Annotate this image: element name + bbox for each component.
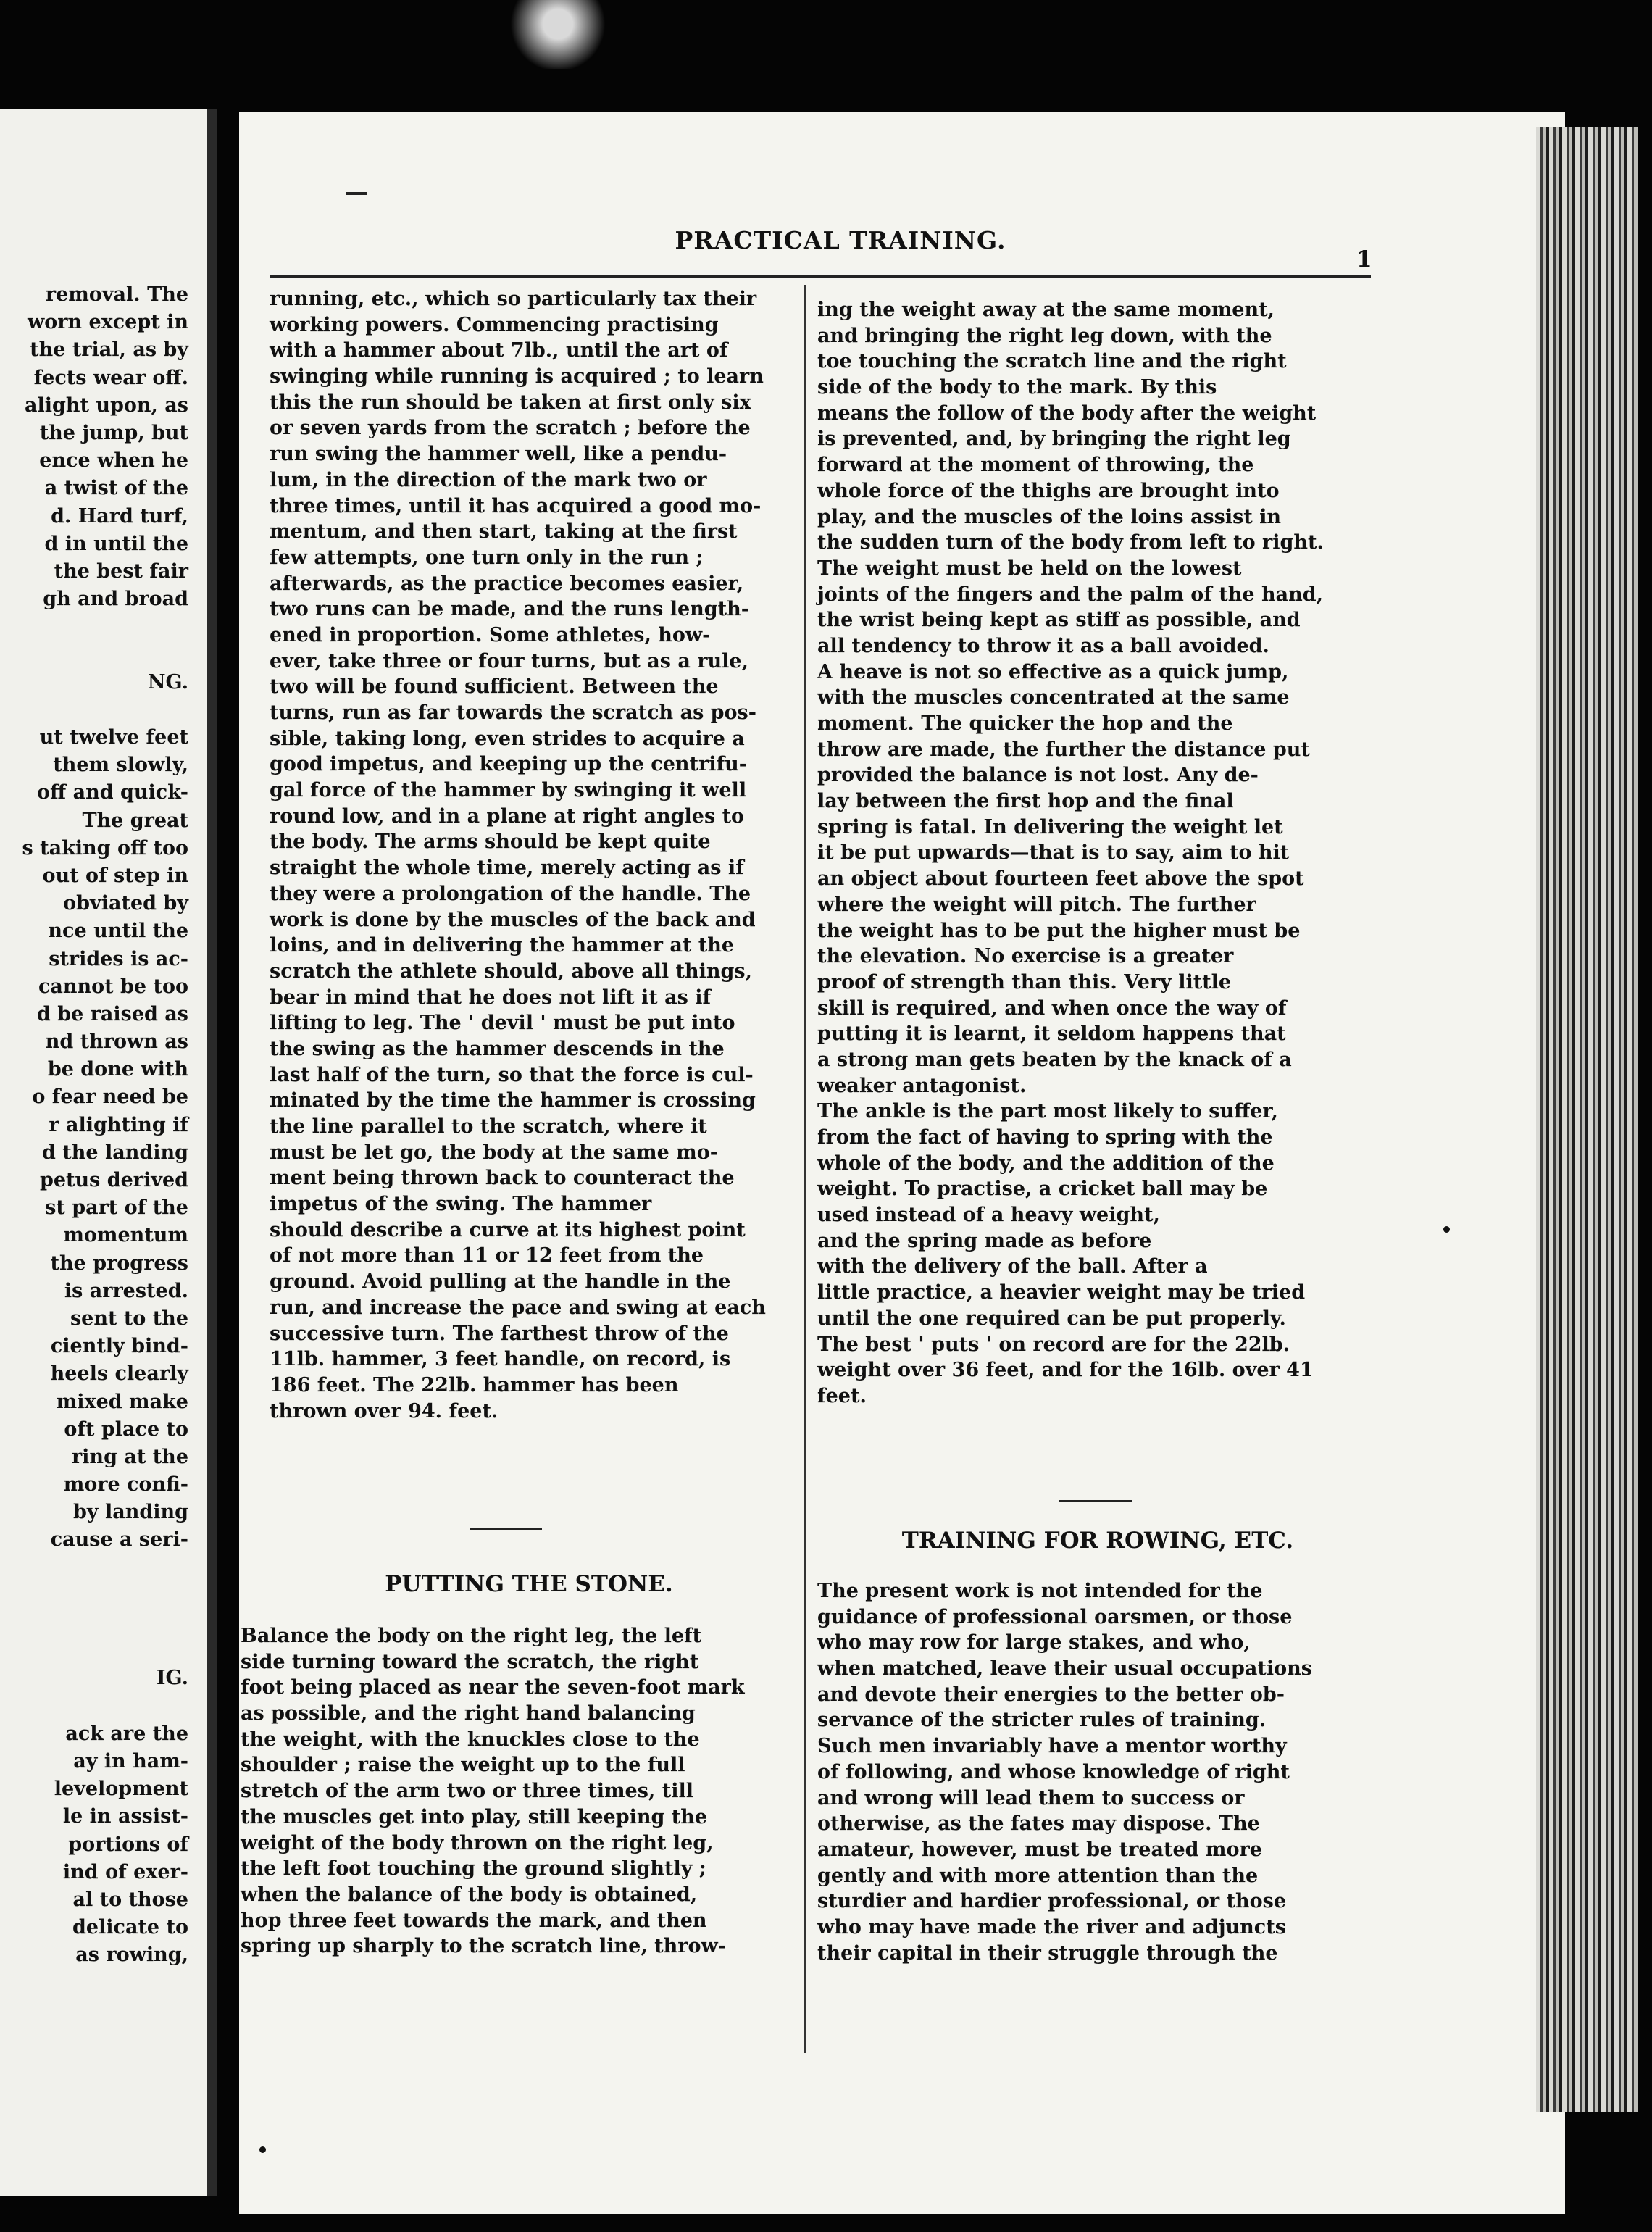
col1-line: good impetus, and keeping up the centrifu- — [270, 753, 747, 776]
left-page-line: le in assist- — [62, 1805, 188, 1828]
left-page-line: mixed make — [56, 1390, 188, 1413]
left-page-line: d. Hard turf, — [51, 504, 188, 528]
col2-line: from the fact of having to spring with the — [817, 1126, 1273, 1149]
col2-line: The ankle is the part most likely to suffer, — [817, 1100, 1279, 1123]
col1-line: sible, taking long, even strides to acquire a — [270, 727, 745, 750]
col2-line: The best ' puts ' on record are for the 22lb. — [817, 1333, 1290, 1356]
left-page-line: be done with — [47, 1058, 188, 1081]
left-page-text — [0, 281, 188, 1969]
column-divider — [804, 285, 806, 2053]
col1b-line: as possible, and the right hand balancing — [241, 1702, 696, 1725]
header-dash — [346, 192, 367, 195]
col2-line: a strong man gets beaten by the knack of a — [817, 1048, 1292, 1071]
left-page-line: ring at the — [71, 1445, 188, 1468]
col1b-line: side turning toward the scratch, the right — [241, 1650, 699, 1673]
col2-line: The weight must be held on the lowest — [817, 557, 1242, 580]
left-page-line: sent to the — [70, 1307, 188, 1330]
left-page-line: off and quick- — [37, 781, 188, 804]
left-page-line: fects wear off. — [33, 366, 188, 389]
left-page-line: r alighting if — [49, 1113, 188, 1136]
left-page-line: ciently bind- — [50, 1335, 188, 1358]
ink-spot — [259, 2146, 266, 2153]
col2-line: the weight has to be put the higher must be — [817, 919, 1301, 942]
col1b-line: when the balance of the body is obtained, — [241, 1883, 698, 1906]
col1-line: three times, until it has acquired a good mo- — [270, 494, 762, 517]
col1-line: thrown over 94. feet. — [270, 1399, 498, 1423]
col1-line: two runs can be made, and the runs length- — [270, 598, 749, 621]
page-stack-edge — [1536, 127, 1638, 2112]
left-page-line — [0, 1610, 188, 1637]
col1-line: gal force of the hammer by swinging it well — [270, 779, 747, 802]
left-page-line: the progress — [50, 1252, 188, 1275]
left-page-line: strides is ac- — [49, 947, 188, 970]
left-page-line — [0, 1582, 188, 1610]
col2-line: all tendency to throw it as a ball avoided. — [817, 634, 1269, 657]
col1-line: ever, take three or four turns, but as a rule, — [270, 649, 748, 672]
col1-line: or seven yards from the scratch ; before the — [270, 417, 751, 440]
col1-line: of not more than 11 or 12 feet from the — [270, 1244, 704, 1267]
col1-line: last half of the turn, so that the force is cul- — [270, 1063, 754, 1086]
col2-line: spring is fatal. In delivering the weight let — [817, 815, 1283, 838]
col1b-line: Balance the body on the right leg, the left — [241, 1625, 702, 1647]
left-page-line: petus derived — [39, 1169, 188, 1191]
left-page-line: the trial, as by — [30, 338, 188, 362]
col1-line: work is done by the muscles of the back and — [270, 908, 756, 931]
left-page-line: the best fair — [54, 559, 188, 583]
left-page-line: worn except in — [27, 311, 188, 334]
left-page-line: nd thrown as — [45, 1030, 188, 1054]
col1-line: ment being thrown back to counteract the — [270, 1167, 735, 1190]
col2-line: moment. The quicker the hop and the — [817, 712, 1233, 735]
col2-line: throw are made, the further the distance put — [817, 738, 1310, 761]
column-right-text — [817, 297, 1368, 1409]
col1-line: bear in mind that he does not lift it as if — [270, 986, 712, 1009]
heading-training-for-rowing: TRAINING FOR ROWING, ETC. — [901, 1528, 1294, 1554]
column-right-text-b — [817, 1578, 1368, 1966]
col1-line: 186 feet. The 22lb. hammer has been — [270, 1373, 679, 1396]
col2b-line: otherwise, as the fates may dispose. The — [817, 1812, 1260, 1836]
left-page-line: IG. — [156, 1667, 188, 1690]
col2b-line: who may have made the river and adjuncts — [817, 1915, 1286, 1939]
col2b-line: when matched, leave their usual occupations — [817, 1657, 1312, 1681]
left-page-line: cause a seri- — [50, 1528, 188, 1552]
col2-line: putting it is learnt, it seldom happens that — [817, 1023, 1286, 1046]
left-page-line: st part of the — [45, 1196, 188, 1220]
col2b-line: their capital in their struggle through the — [817, 1941, 1278, 1965]
ink-spot — [1443, 1226, 1450, 1233]
left-page-line: levelopment — [54, 1778, 188, 1801]
col1-line: afterwards, as the practice becomes easier, — [270, 572, 744, 595]
col1-line: minated by the time the hammer is crossing — [270, 1089, 756, 1112]
left-page-line: al to those — [72, 1888, 188, 1911]
left-page-line: is arrested. — [64, 1279, 188, 1302]
col1-line: loins, and in delivering the hammer at the — [270, 934, 735, 957]
col1-line: lum, in the direction of the mark two or — [270, 468, 707, 491]
running-head: PRACTICAL TRAINING. — [675, 226, 1006, 254]
col2-line: the elevation. No exercise is a greater — [817, 945, 1234, 968]
col2b-line: servance of the stricter rules of training. — [817, 1709, 1267, 1732]
col1-line: ened in proportion. Some athletes, how- — [270, 623, 711, 646]
left-page-line: the jump, but — [39, 421, 188, 444]
col2-line: whole force of the thighs are brought into — [817, 479, 1280, 502]
section-rule — [470, 1528, 542, 1530]
col2-line: with the delivery of the ball. After a — [817, 1255, 1208, 1278]
col2b-line: Such men invariably have a mentor worthy — [817, 1735, 1287, 1758]
col2-line: weight. To practise, a cricket ball may be — [817, 1178, 1268, 1201]
left-page-line: ence when he — [39, 449, 188, 472]
header-rule — [270, 275, 1371, 278]
col2-line: where the weight will pitch. The further — [817, 893, 1256, 916]
col1-line: they were a prolongation of the handle. The — [270, 882, 751, 905]
col2-line: little practice, a heavier weight may be tried — [817, 1281, 1306, 1304]
col1-line: straight the whole time, merely acting as if — [270, 857, 744, 880]
left-page-line — [0, 696, 188, 724]
col1-line: successive turn. The farthest throw of the — [270, 1322, 729, 1345]
left-page-line: portions of — [68, 1833, 188, 1856]
col1-line: working powers. Commencing practising — [270, 313, 719, 336]
left-page-line: them slowly, — [53, 754, 188, 777]
dust-speck — [507, 0, 609, 69]
col1-line: should describe a curve at its highest point — [270, 1218, 746, 1241]
col1-line: the swing as the hammer descends in the — [270, 1037, 725, 1060]
col1-line: swinging while running is acquired ; to learn — [270, 365, 764, 388]
left-page-line — [0, 1693, 188, 1720]
left-page-line: out of step in — [42, 864, 188, 887]
left-page-line: delicate to — [72, 1916, 188, 1939]
col2b-line: and devote their energies to the better ob- — [817, 1683, 1285, 1706]
col1-line: round low, and in a plane at right angles to — [270, 804, 745, 828]
left-page-line: more confi- — [63, 1473, 188, 1496]
section-rule-right — [1059, 1500, 1132, 1502]
col1-line: with a hammer about 7lb., until the art of — [270, 339, 728, 362]
left-page-line — [0, 1554, 188, 1582]
col1b-line: spring up sharply to the scratch line, throw- — [241, 1935, 726, 1958]
col1b-line: the left foot touching the ground slightly ; — [241, 1857, 706, 1881]
col2-line: A heave is not so effective as a quick jump, — [817, 660, 1289, 683]
col1-line: running, etc., which so particularly tax their — [270, 288, 757, 310]
left-page-line: heels clearly — [50, 1362, 188, 1386]
col1b-line: the weight, with the knuckles close to the — [241, 1728, 700, 1751]
left-page-line: oft place to — [64, 1417, 188, 1441]
col2-line: play, and the muscles of the loins assist in — [817, 505, 1282, 528]
col1b-line: the muscles get into play, still keeping the — [241, 1805, 708, 1828]
col1-line: ground. Avoid pulling at the handle in the — [270, 1270, 731, 1294]
col1b-line: weight of the body thrown on the right leg, — [241, 1831, 714, 1854]
col1-line: run swing the hammer well, like a pendu- — [270, 443, 727, 466]
left-page-line: nce until the — [48, 920, 188, 943]
left-page-line: alight upon, as — [24, 393, 188, 417]
left-page-line: o fear need be — [32, 1086, 188, 1109]
left-page-line: cannot be too — [38, 975, 188, 998]
col1-line: scratch the athlete should, above all things, — [270, 959, 752, 983]
left-page-line: ack are the — [65, 1722, 188, 1745]
column-left-text-b — [241, 1623, 791, 1960]
left-page-line: d in until the — [44, 532, 188, 555]
col2-line: ing the weight away at the same moment, — [817, 299, 1275, 321]
left-page-line: ind of exer- — [62, 1860, 188, 1883]
col2-line: whole of the body, and the addition of the — [817, 1152, 1275, 1175]
col2-line: used instead of a heavy weight, — [817, 1204, 1160, 1227]
col1b-line: hop three feet towards the mark, and then — [241, 1909, 707, 1932]
col2-line: is prevented, and, by bringing the right leg — [817, 428, 1291, 451]
col2-line: joints of the fingers and the palm of the hand, — [817, 583, 1324, 606]
col2-line: and bringing the right leg down, with the — [817, 324, 1272, 347]
col1b-line: stretch of the arm two or three times, till — [241, 1780, 693, 1803]
col2b-line: gently and with more attention than the — [817, 1864, 1259, 1887]
col1-line: 11lb. hammer, 3 feet handle, on record, is — [270, 1348, 731, 1371]
col1-line: two will be found sufficient. Between the — [270, 675, 719, 699]
col2-line: toe touching the scratch line and the right — [817, 350, 1287, 373]
left-page-fragment — [0, 109, 217, 2196]
col1-line: run, and increase the pace and swing at each — [270, 1296, 766, 1319]
col2-line: side of the body to the mark. By this — [817, 376, 1217, 399]
col2b-line: guidance of professional oarsmen, or those — [817, 1605, 1293, 1628]
col2-line: weight over 36 feet, and for the 16lb. over 41 — [817, 1359, 1314, 1382]
col1-line: this the run should be taken at first only six — [270, 391, 751, 414]
left-page-line: d the landing — [42, 1141, 188, 1164]
left-page-line: by landing — [73, 1501, 188, 1524]
col1-line: the line parallel to the scratch, where it — [270, 1115, 707, 1138]
col1b-line: shoulder ; raise the weight up to the full — [241, 1754, 685, 1777]
page-number: 1 — [1356, 246, 1372, 272]
left-page-spine-shadow — [207, 109, 217, 2196]
col1b-line: foot being placed as near the seven-foot mark — [241, 1676, 745, 1699]
col2b-line: The present work is not intended for the — [817, 1580, 1263, 1602]
left-page-line: ay in ham- — [73, 1749, 188, 1773]
left-page-line: s taking off too — [22, 836, 188, 859]
left-page-line: obviated by — [63, 892, 188, 915]
col2-line: provided the balance is not lost. Any de- — [817, 764, 1259, 787]
left-page-line — [0, 1637, 188, 1665]
left-page-line: d be raised as — [36, 1002, 188, 1025]
col2b-line: of following, and whose knowledge of right — [817, 1760, 1290, 1783]
col2-line: it be put upwards—that is to say, aim to hit — [817, 841, 1290, 865]
heading-putting-the-stone: PUTTING THE STONE. — [385, 1571, 673, 1597]
col2-line: an object about fourteen feet above the spot — [817, 867, 1304, 891]
col2-line: with the muscles concentrated at the same — [817, 686, 1290, 709]
col2-line: means the follow of the body after the weight — [817, 401, 1317, 425]
col2b-line: and wrong will lead them to success or — [817, 1786, 1245, 1810]
col1-line: lifting to leg. The ' devil ' must be put into — [270, 1012, 735, 1035]
col1-line: must be let go, the body at the same mo- — [270, 1141, 718, 1164]
left-page-line: NG. — [147, 670, 188, 694]
col2-line: proof of strength than this. Very little — [817, 970, 1232, 994]
col2-line: the wrist being kept as stiff as possible, and — [817, 609, 1301, 632]
col2-line: skill is required, and when once the way of — [817, 996, 1287, 1020]
col2b-line: who may row for large stakes, and who, — [817, 1631, 1251, 1654]
col2b-line: sturdier and hardier professional, or those — [817, 1890, 1287, 1913]
left-page-line: ut twelve feet — [39, 726, 188, 749]
col2-line: until the one required can be put properly. — [817, 1307, 1286, 1330]
left-page-line — [0, 613, 188, 641]
col1-line: the body. The arms should be kept quite — [270, 830, 711, 854]
left-page-line: The great — [82, 809, 188, 832]
col2-line: the sudden turn of the body from left to right. — [817, 531, 1324, 554]
left-page-line: gh and broad — [43, 588, 188, 611]
col1-line: few attempts, one turn only in the run ; — [270, 546, 704, 569]
left-page-line — [0, 641, 188, 668]
col2-line: forward at the moment of throwing, the — [817, 454, 1254, 477]
col2-line: feet. — [817, 1384, 867, 1407]
col1-line: turns, run as far towards the scratch as pos- — [270, 701, 756, 724]
col1-line: mentum, and then start, taking at the first — [270, 520, 738, 544]
left-page-line: removal. The — [45, 283, 188, 306]
col1-line: impetus of the swing. The hammer — [270, 1193, 652, 1216]
col2-line: weaker antagonist. — [817, 1074, 1027, 1097]
col2b-line: amateur, however, must be treated more — [817, 1838, 1262, 1861]
column-left-text — [270, 286, 791, 1424]
col2-line: and the spring made as before — [817, 1229, 1152, 1252]
left-page-line: a twist of the — [44, 477, 188, 500]
left-page-line: momentum — [63, 1224, 188, 1247]
col2-line: lay between the first hop and the final — [817, 790, 1234, 813]
left-page-line: as rowing, — [75, 1944, 188, 1967]
